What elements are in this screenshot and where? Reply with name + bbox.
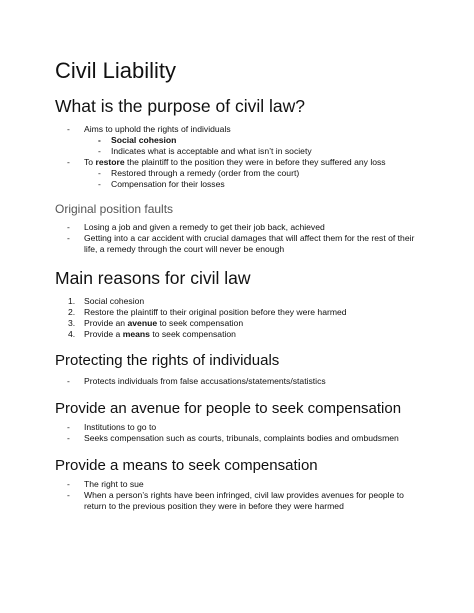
bullet-dash: - bbox=[67, 124, 70, 134]
heading-avenue-compensation: Provide an avenue for people to seek compensation bbox=[55, 400, 402, 417]
heading-means-compensation: Provide a means to seek compensation bbox=[55, 457, 318, 474]
list-item-uphold-rights: Aims to uphold the rights of individuals bbox=[84, 124, 231, 134]
bullet-dash: - bbox=[67, 479, 70, 489]
list-number: 4. bbox=[68, 329, 76, 339]
list-number: 3. bbox=[68, 318, 76, 328]
bold-term-avenue: avenue bbox=[127, 318, 158, 328]
heading-original-position-faults: Original position faults bbox=[55, 202, 174, 216]
text-segment: To bbox=[84, 157, 96, 167]
list-item-right-to-sue: The right to sue bbox=[84, 479, 144, 489]
bullet-dash: - bbox=[67, 222, 70, 232]
bullet-dash: - bbox=[67, 422, 70, 432]
bold-term-means: means bbox=[122, 329, 150, 339]
list-item-seeks-compensation: Seeks compensation such as courts, tribunals, complaints bodies and ombudsmen bbox=[84, 433, 399, 443]
list-number: 2. bbox=[68, 307, 76, 317]
numbered-item-social-cohesion: Social cohesion bbox=[84, 296, 145, 306]
list-item-institutions: Institutions to go to bbox=[84, 422, 157, 432]
bullet-dash: - bbox=[98, 135, 101, 145]
list-item-restore-plaintiff bbox=[84, 157, 386, 167]
list-item-car-accident-line2: life, a remedy through the court will never be enough bbox=[84, 244, 285, 254]
text-segment: Provide an bbox=[84, 318, 128, 328]
list-item-rights-infringed-line2: return to the previous position they were in before they were harmed bbox=[84, 501, 344, 511]
bullet-dash: - bbox=[67, 490, 70, 500]
bullet-dash: - bbox=[67, 233, 70, 243]
list-number: 1. bbox=[68, 296, 76, 306]
text-segment: the plaintiff to the position they were in before they suffered any loss bbox=[124, 157, 386, 167]
sub-item-compensation: Compensation for their losses bbox=[111, 179, 225, 189]
sub-item-acceptable: Indicates what is acceptable and what isn’t in society bbox=[111, 146, 312, 156]
list-item-car-accident-line1: Getting into a car accident with crucial damages that will affect them for the rest of their bbox=[84, 233, 415, 243]
text-segment: to seek compensation bbox=[149, 329, 236, 339]
list-item-losing-job: Losing a job and given a remedy to get their job back, achieved bbox=[84, 222, 325, 232]
page-title: Civil Liability bbox=[55, 58, 177, 83]
heading-protecting-rights: Protecting the rights of individuals bbox=[55, 352, 280, 369]
bullet-dash: - bbox=[67, 157, 70, 167]
bullet-dash: - bbox=[67, 376, 70, 386]
sub-item-remedy: Restored through a remedy (order from the court) bbox=[111, 168, 300, 178]
bullet-dash: - bbox=[67, 433, 70, 443]
bullet-dash: - bbox=[98, 168, 101, 178]
bullet-dash: - bbox=[98, 179, 101, 189]
text-segment: to seek compensation bbox=[157, 318, 244, 328]
heading-main-reasons: Main reasons for civil law bbox=[55, 268, 251, 288]
bold-term-restore: restore bbox=[95, 157, 125, 167]
bullet-dash: - bbox=[98, 146, 101, 156]
numbered-item-restore: Restore the plaintiff to their original position before they were harmed bbox=[84, 307, 347, 317]
heading-purpose-of-civil-law: What is the purpose of civil law? bbox=[55, 96, 305, 116]
list-item-rights-infringed-line1: When a person’s rights have been infringed, civil law provides avenues for people to bbox=[84, 490, 404, 500]
numbered-item-means bbox=[84, 329, 236, 339]
sub-item-social-cohesion: Social cohesion bbox=[111, 135, 177, 145]
list-item-protects: Protects individuals from false accusations/statements/statistics bbox=[84, 376, 326, 386]
text-segment: Provide a bbox=[84, 329, 123, 339]
numbered-item-avenue bbox=[84, 318, 243, 328]
